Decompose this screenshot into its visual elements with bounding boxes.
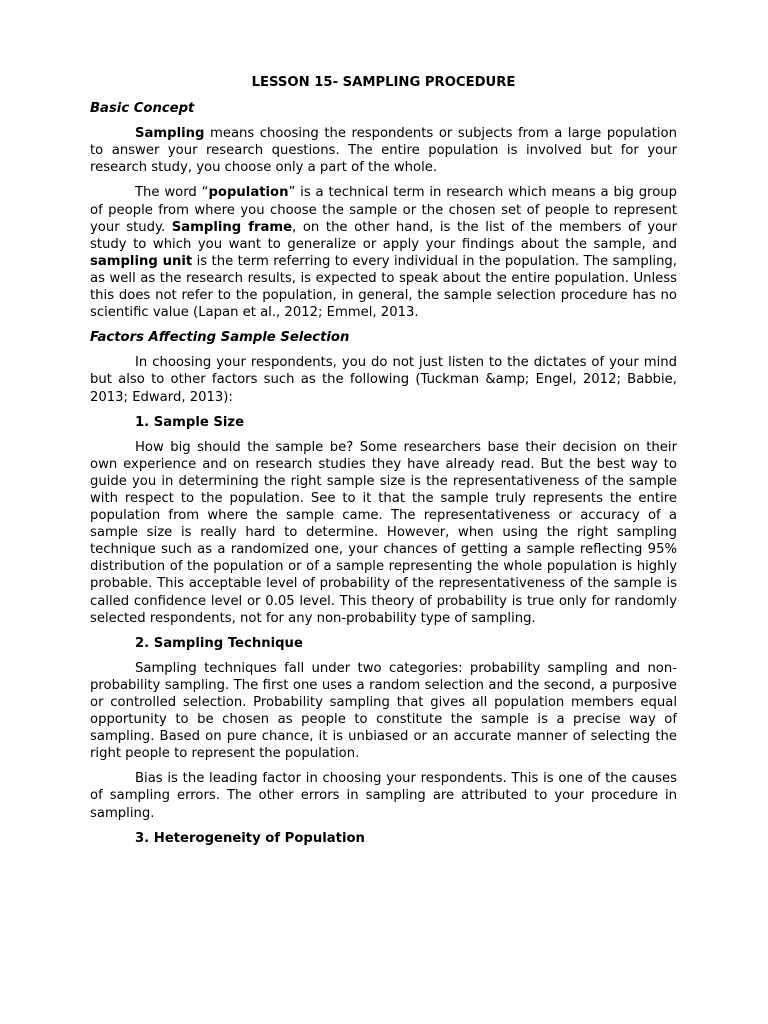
paragraph-population-definition xyxy=(90,184,677,321)
section-heading-factors: Factors Affecting Sample Selection xyxy=(90,330,350,346)
term-sampling-frame: Sampling frame xyxy=(171,219,293,235)
subheading-sampling-technique: 2. Sampling Technique xyxy=(135,635,303,651)
term-population: population xyxy=(208,185,289,201)
page-title: LESSON 15- SAMPLING PROCEDURE xyxy=(251,75,516,90)
paragraph-factors-intro: In choosing your respondents, you do not just listen to the dictates of your mind but also to other factors such as the following (Tuckman &amp; Engel, 2012; Babbie, 2013; Edward, 2013): xyxy=(90,355,677,405)
paragraph-sampling-technique: Sampling techniques fall under two categories: probability sampling and non-probability sampling. The first one uses a random selection and the second, a purposive or controlled selection. Probability sampling that gives all population members equal opportunity to be chosen as people to constitute the sample is a precise way of sampling. Based on pure chance, it is unbiased or an accurate manner of selecting the right people to represent the population. xyxy=(90,660,677,762)
paragraph-sample-size: How big should the sample be? Some researchers base their decision on their own experience and on research studies they have already read. But the best way to guide you in determining the right sample size is the representativeness of the sample with respect to the population. See to it that the sample truly represents the entire population from where the sample came. The representativeness or accuracy of a sample size is really hard to determine. However, when using the right sampling technique such as a randomized one, your chances of getting a sample reflecting 95% distribution of the population or of a sample representing the whole population is highly probable. This acceptable level of probability of the representativeness of the sample is called confidence level or 0.05 level. This theory of probability is true only for randomly selected respondents, not for any non-probability type of sampling. xyxy=(90,439,677,626)
term-sampling: Sampling xyxy=(135,126,205,142)
paragraph-text: , on the other hand, is the list of the members of your study to which you want to generalize or apply your findings about the sample, and xyxy=(90,219,678,252)
subheading-heterogeneity: 3. Heterogeneity of Population xyxy=(135,830,365,846)
paragraph-sampling-definition xyxy=(90,125,677,176)
paragraph-bias: Bias is the leading factor in choosing your respondents. This is one of the causes of sampling errors. The other errors in sampling are attributed to your procedure in sampling. xyxy=(90,771,677,821)
section-heading-basic-concept: Basic Concept xyxy=(90,101,195,117)
paragraph-text: is the term referring to every individual in the population. The sampling, as well as the research results, is expected to speak about the entire population. Unless this does not refer to the population, in general, the sample selection procedure has no scientific value (Lapan et al., 2012; Emmel, 2013. xyxy=(90,253,677,321)
subheading-sample-size: 1. Sample Size xyxy=(135,414,245,430)
paragraph-text: The word “ xyxy=(135,185,209,201)
term-sampling-unit: sampling unit xyxy=(90,253,193,269)
paragraph-text: ” is a technical term in research which means a big group of people from where you choose the sample or the chosen set of people to represent your study. xyxy=(90,185,677,235)
paragraph-text: means choosing the respondents or subjects from a large population to answer your research questions. The entire population is involved but for your research study, you choose only a part of the whole. xyxy=(90,126,677,176)
